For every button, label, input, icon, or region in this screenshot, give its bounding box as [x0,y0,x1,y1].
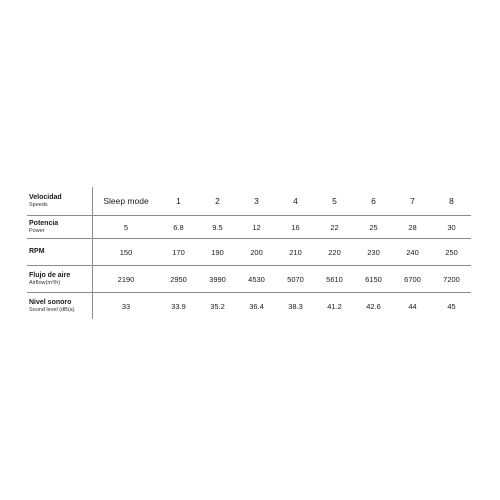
table-cell: 12 [252,222,261,232]
table-cell: 6150 [365,274,382,284]
table-cell: Sleep mode [103,196,149,206]
row-label: RPM [29,248,45,255]
table-cell: 33 [121,301,131,311]
table-cell: 2 [215,196,220,206]
row-label-cell [27,239,93,265]
row-label: Nivel sonoro [29,298,72,306]
table-cell: 6.8 [173,222,184,232]
table-cell: 7 [410,196,415,206]
row-label: Velocidad [29,193,62,201]
table-cell: 190 [211,247,224,257]
row-sublabel: Sound level (dB(a) [29,306,75,313]
table-cell: 16 [291,222,300,232]
table-cell: 44 [408,301,417,311]
table-cell: 41.2 [327,301,342,311]
table-cell: 25 [369,222,378,232]
row-label: Potencia [29,219,59,227]
table-cell: 4 [293,196,298,206]
table-row [27,216,471,239]
table-cell: 33.9 [171,301,186,311]
table-row [27,239,471,266]
row-label-cell [27,187,93,215]
table-cell: 150 [119,247,133,257]
row-label-cell [27,266,93,292]
table-cell: 250 [445,247,458,257]
table-cell: 2950 [170,274,187,284]
table-cell: 170 [172,247,185,257]
row-sublabel: Airflow(m³/h) [29,279,61,286]
table-cell: 42.6 [366,301,381,311]
table-header-row [27,187,471,216]
table-cell: 220 [328,247,341,257]
table-cell: 5610 [326,274,343,284]
table-cell: 3990 [209,274,226,284]
table-cell: 5 [123,222,129,232]
table-cell: 22 [330,222,339,232]
table-cell: 36.4 [249,301,264,311]
table-cell: 230 [367,247,380,257]
table-cell: 7200 [443,274,460,284]
table-cell: 9.5 [212,222,223,232]
table-cell: 200 [250,247,263,257]
row-label-cell [27,216,93,238]
table-cell: 240 [406,247,419,257]
table-cell: 5070 [287,274,304,284]
row-label-cell [27,293,93,319]
table-cell: 28 [408,222,417,232]
row-sublabel: Speeds [29,201,48,208]
table-cell: 6 [371,196,376,206]
table-cell: 5 [332,196,337,206]
table-row [27,293,471,319]
row-label: Flujo de aire [29,271,71,279]
table-cell: 8 [449,196,454,206]
table-cell: 6700 [404,274,421,284]
table-cell: 45 [447,301,456,311]
row-sublabel: Power [29,227,45,234]
spec-table [27,187,471,319]
table-cell: 2190 [117,274,135,284]
table-cell: 4530 [248,274,265,284]
table-row [27,266,471,293]
table-cell: 210 [289,247,302,257]
table-cell: 3 [254,196,259,206]
table-cell: 30 [447,222,456,232]
table-cell: 38.3 [288,301,303,311]
table-cell: 1 [176,196,181,206]
table-cell: 35.2 [210,301,225,311]
